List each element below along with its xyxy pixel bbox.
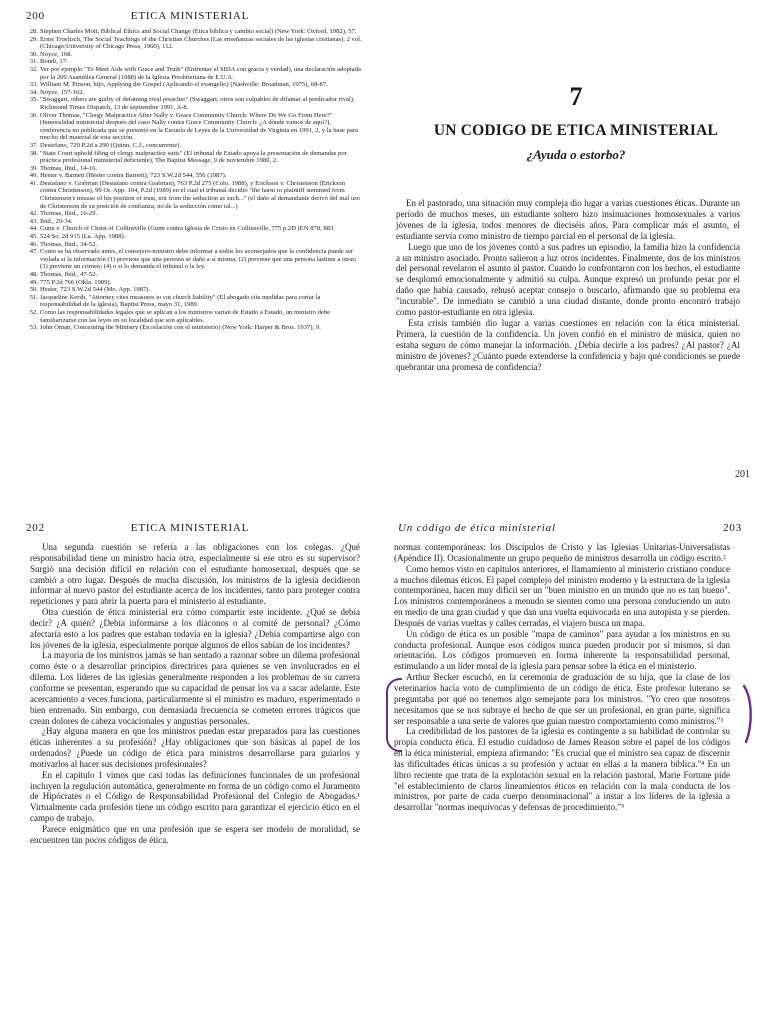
running-head: Un código de ética ministerial — [398, 522, 556, 534]
endnote-number: 37. — [29, 141, 38, 149]
endnote-text: Como se ha observado antes, el consejero-ministro debe informar a todos los aconsejados que la confidencia puede ser violada si la información (1) previene que una persona se dañe a sí misma; (2) previene que una persona lastime a otras; (3) previene un crimen; (4) o si lo demanda el tribunal o la ley. — [40, 248, 357, 271]
endnote-number: 33. — [29, 81, 38, 89]
endnote-number: 47. — [29, 248, 38, 256]
endnote-text: Noyce, 168. — [40, 50, 73, 58]
paragraph: Como hemos visto en capítulos anteriores, el llamamiento al ministerio cristiano conduce a muchos dilemas éticos. El papel complejo del ministro moderno y la estructura de la iglesia contemporánea, hacen muy difícil ser un "buen ministro en un mundo que no es tan bueno". Los ministros contemporáneos a menudo se sienten como una persona conduciendo un auto en medio de una gran ciudad y que dan una vuelta equivocada en una autopista y se pierden. Después de varias vueltas y calles cerradas, el viajero busca un mapa. — [394, 563, 730, 628]
paragraph: La credibilidad de los pastores de la iglesia es contingente a su habilidad de controlar su propia conducta ética. El estudio cuidadoso de James Reason sobre el papel de los códigos en la ética ministerial, empieza afirmando: "Es crucial que el ministro sea capaz de discernir las dificultades éticas únicas a su profesión y actuar en ellas a la manera bíblica."⁴ En un libro reciente que trata de la explotación sexual en la relación pastoral, Marie Fortune pide "el establecimiento de claros lineamientos éticos en relación con la mala conducta de los ministros, por parte de cada cuerpo denominacional" a instar a los líderes de la iglesia a desarrollar "normas inequívocas y defensas de procedimiento."⁵ — [394, 726, 730, 813]
endnote-text: Gunn v. Church of Christ of Collinsville (Gunn contra Iglesia de Cristo en Collinsville, 775 p.2D (EN 878, 883. — [40, 225, 335, 233]
endnote-number: 29. — [29, 35, 38, 43]
endnote — [26, 81, 362, 89]
endnote-text: Bondi, 17. — [40, 58, 68, 66]
endnote — [26, 112, 362, 142]
endnote-number: 45. — [29, 233, 38, 241]
endnote — [26, 142, 362, 150]
chapter-subtitle: ¿Ayuda o estorbo? — [526, 147, 626, 162]
body-text — [30, 542, 360, 846]
paragraph: Luego que uno de los jóvenes contó a sus padres un episodio, la familia hizo la confidencia a un ministro asociado. Pronto salieron a luz otros incidentes. Finalmente, dos de los ministros del personal revelaron el asunto al pastor. Cuando lo confrontaron con los hechos, el estudiante se desplomó emocionalmente y admitió su culpa. Aunque expresó un profundo pesar por el daño que había causado, rehusó aceptar consejo o buscarlo, afirmando que su problema era "incurable". De inmediato se cambió a una ciudad distante, donde pronto encontró trabajo como pastor-estudiante en otra iglesia. — [396, 241, 740, 318]
endnote-number: 36. — [29, 111, 38, 119]
endnote — [26, 66, 362, 81]
endnote-number: 31. — [29, 58, 38, 66]
endnote-text: "State Court uphold filing of clergy malpractice suits" (El tribunal de Estado apoya la presentación de demandas por práctica profesional ministerial deficiente), The Baptist Message, 9 de noviembre 1980, 2. — [40, 149, 347, 165]
endnote-number: 52. — [29, 308, 38, 316]
endnote-text: Ernst Troeltsch, The Social Teachings of the Christian Churches (Las enseñanzas sociales de las iglesias cristianas), 2 vol. (Chicago:University of Chicago Press, 1960), 112. — [40, 35, 362, 51]
paragraph: En el pastorado, una situación muy compleja dio lugar a varias cuestiones éticas. Durante un período de muchos meses, un estudiante soltero hizo insinuaciones homosexuales a varios jóvenes de la iglesia, todos menores de dieciséis años. Para complicar más el asunto, el estudiante servía como ministro de tiempo parcial en el personal de la iglesia. — [396, 198, 740, 241]
page-203 — [384, 512, 768, 1024]
paragraph: Esta crisis también dio lugar a varias cuestiones en relación con la ética ministerial. Primera, la cuestión de la confidencia. Un joven confió en el ministro de música, quien no estaba seguro de cómo manejar la información. ¿Debía decirle a los padres? ¿Al pastor? ¿Al ministro de jóvenes? ¿Cuánto puede extenderse la confidencia y bajo qué condiciones se puede quebrantar una promesa de confidencia? — [396, 317, 740, 372]
endnote — [26, 58, 362, 66]
page-header — [398, 522, 742, 536]
paragraph: Otra cuestión de ética ministerial era cómo compartir este incidente. ¿Qué se debía decir? ¿A quién? ¿Debía informarse a los diáconos o al comité de personal? ¿Cómo afectaría esto a los padres que estaban todavía en la iglesia? ¿Debía compartirse algo con los jóvenes de la iglesia, especialmente porque algunos de ellos sabían de los incidentes? — [30, 607, 360, 650]
page-header — [26, 10, 354, 24]
endnote-text: Thomas, Ibid., 16-29. — [40, 210, 98, 218]
endnote — [26, 294, 362, 309]
endnote-number: 34. — [29, 88, 38, 96]
endnote-text: Como las responsabilidades legales que se aplican a los ministros varían de Estado a Estado, un ministro debe familiarizarse con las leyes en su localidad que son aplicables. — [40, 308, 331, 324]
page-201 — [384, 0, 768, 512]
endnote-number: 50. — [29, 286, 38, 294]
endnote-number: 42. — [29, 210, 38, 218]
endnote — [26, 51, 362, 59]
endnote-number: 48. — [29, 271, 38, 278]
endnote-text: Destafano v. Grabrian (Destafano contra Grabrian), 763 P.2d 275 (Colo. 1988), y Erickson v. Christenson (Erickson contra Christenson), 99 Or. App. 104, P.2d (1989) en el cual el tribunal decidió "the harm to plaintiff stemmed from Christenson's misuse of his position of trust, not from the seduction as such..." (el daño al demandante derivó del mal uso de Christenson de su posición de confianza, no de la seducción como tal...) — [40, 179, 360, 210]
paragraph: ¿Hay alguna manera en que los ministros puedan estar preparados para las cuestiones éticas inherentes a su profesión? ¿Hay obligaciones que son básicas al papel de los ordenados? ¿Puede un código de ética para ministros desarrollarse para guiarlos y motivarlos al hacer sus decisiones profesionales? — [30, 726, 360, 769]
paragraph: Arthur Becker escuchó, en la ceremonia de graduación de su hija, que la clase de los veterinarios hacía voto de cumplimiento de un código de ética. Este profesor luterano se preguntaba por qué no tenemos algo semejante para los ministros. "Yo creo que nosotros necesitamos que se nos subraye el hecho de que ser un profesional, en gran parte, significa ser responsable a una serie de valores que guían nuestro comportamiento como ministros."³ — [394, 672, 730, 726]
handwritten-margin-mark — [740, 684, 756, 744]
endnote — [26, 210, 362, 218]
endnote-number: 35. — [29, 96, 38, 104]
endnote-text: Destefano, 729 P.2d a 290 (Quinn, C.J., concurrente). — [40, 141, 182, 149]
body-text — [396, 198, 740, 373]
endnote-number: 53. — [29, 324, 38, 332]
chapter-title: UN CODIGO DE ETICA MINISTERIAL — [433, 122, 719, 139]
chapter-number: 7 — [569, 82, 583, 111]
body-text — [394, 542, 730, 813]
endnote-number: 44. — [29, 225, 38, 233]
endnote-number: 40. — [29, 172, 38, 180]
page-number: 203 — [723, 522, 742, 534]
endnote — [26, 36, 362, 51]
endnote-text: Ibid., 29-34. — [40, 217, 73, 225]
endnote — [26, 172, 362, 180]
endnotes-list — [26, 28, 362, 332]
endnote-text: Thomas, Ibid., 47-52. — [40, 271, 98, 278]
endnote — [26, 225, 362, 233]
endnote — [26, 233, 362, 241]
endnote-number: 51. — [29, 293, 38, 301]
endnote-number: 38. — [29, 149, 38, 157]
endnote-number: 32. — [29, 65, 38, 73]
endnote-text: Jacqueline Kersh, "Attorney cites measures to cut church liability" (El abogado cita medidas para cortar la responsabilidad de la iglesia), Baptist Press, mayo 31, 1989. — [40, 293, 321, 309]
endnote — [26, 165, 362, 173]
page-200 — [0, 0, 384, 512]
endnote-number: 39. — [29, 164, 38, 172]
endnote — [26, 241, 362, 249]
endnote-text: 775 P.2d 766 (Okla. 1989). — [40, 278, 112, 286]
endnote — [26, 180, 362, 210]
paragraph: Un código de ética es un posible "mapa de caminos" para ayudar a los ministros en su conducta profesional. Aunque esos códigos nunca pueden producir por sí mismos, sí dan orientación. Los códigos promueven en forma inherente la responsabilidad personal, estimulando a un líder moral de la iglesia para pensar sobre la ética en el ministerio. — [394, 628, 730, 672]
endnote — [26, 271, 362, 279]
page-202 — [0, 512, 384, 1024]
endnote-text: Thomas, Ibid., 14-16. — [40, 164, 98, 172]
endnote-text: Noyce, 157-162. — [40, 88, 85, 96]
endnote-number: 28. — [29, 28, 38, 35]
endnote-text: Hester, 723 S.W.2d 544 (Mo. App. 1987). — [40, 286, 151, 294]
endnote — [26, 218, 362, 226]
endnote-number: 30. — [29, 50, 38, 58]
endnote-text: William M. Pinson, hijo, Applying the Gospel (Aplicando el evangelio) (Nashville: Broadman, 1975), 68-87. — [40, 81, 328, 89]
endnote-number: 49. — [29, 278, 38, 286]
endnote — [26, 248, 362, 271]
endnote — [26, 286, 362, 294]
paragraph: Parece enigmático que en una profesión que se espera ser modelo de moralidad, se encuentren tan pocos códigos de ética. — [30, 823, 360, 845]
endnote-text: 524 So. 2d 915 (La. App. 1988). — [40, 233, 126, 241]
endnote-text: John Oman, Concerning the Ministry (En relación con el ministerio) (New York: Harper & Bros. 1937), 9. — [40, 324, 321, 332]
endnote-text: Hester v. Barnett (Hester contra Barnett), 723 S.W.2d 544, 556 (1987). — [40, 172, 227, 180]
running-head: ETICA MINISTERIAL — [130, 522, 250, 534]
endnote-text: Oliver Thomas, "Clergy Malpractice After Nally v. Grace Community Church: Where Do We Go From Here?" (Inmoralidad ministerial después del caso Nally contra Grace Community Church: ¿A dónde vamos de aquí?), conferencia no publicada que se presentó en la Escuela de Leyes de la Universidad de Virginia en 1991, 2, y la base para mucho del material de esta sección. — [40, 111, 358, 142]
endnote — [26, 279, 362, 287]
endnote-number: 46. — [29, 240, 38, 248]
endnote-text: Ver por ejemplo "To Meet Aids with Grace and Truth" (Enfrentar el SIDA con gracia y verdad), una declaración adoptada por la 200 Asamblea General (1988) de la Iglesia Presbiteriana de E.U.A. — [40, 65, 361, 81]
endnote — [26, 309, 362, 324]
endnote-number: 43. — [29, 217, 38, 225]
endnote — [26, 28, 362, 36]
running-head: ETICA MINISTERIAL — [130, 10, 250, 22]
paragraph: La mayoría de los ministros jamás se han sentado a razonar sobre un dilema profesional como éste o a desarrollar principios directrices para quienes se ven involucrados en el dilema. Los líderes de las iglesias generalmente responden a los problemas de su carrera conforme se presentan, esperando que su capacidad de pensar los va a sacar adelante. Este acercamiento a veces funciona, particularmente si el ministro es maduro, experimentado o bien entrenado. Sin embargo, con demasiada frecuencia se cometen errores trágicos que crean dolores de cabeza vocacionales y angustias personales. — [30, 650, 360, 726]
page-header — [26, 522, 354, 536]
endnote-text: Stephen Charles Mott, Biblical Ethics and Social Change (Ética bíblica y cambio social) (New York: Oxford, 1982), 57. — [40, 28, 357, 35]
endnote-text: Thomas, Ibid., 34-52. — [40, 240, 98, 248]
handwritten-bracket-mark — [386, 678, 402, 752]
paragraph: Una segunda cuestión se refería a las obligaciones con los colegas. ¿Qué responsabilidad tiene un ministro hacia otro, especialmente si ese otro es su supervisor? Surgió una decisión difícil en relación con el estudiante homosexual, después que se cambió a otro lugar. Después de mucha discusión, los ministros de la iglesia decidieron informar al nuevo pastor del estudiante acerca de los incidentes, tanto para proteger contra repeticiones y para abrir la puerta para el ministerio al estudiante. — [30, 542, 360, 607]
paragraph: normas contemporáneas: los Discípulos de Cristo y las Iglesias Unitarias-Universalistas (Apéndice II). Ocasionalmente un grupo pequeño de ministros desarrolla un código escrito.² — [394, 542, 730, 563]
endnote — [26, 89, 362, 97]
endnote-text: "Swaggart, others are guilty of defaming rival preacher" (Swaggart, otros son culpables de difamar al predicador rival), Richmond Times Dispatch, 13 de septiembre 1991, A-8. — [40, 96, 355, 111]
endnote — [26, 150, 362, 165]
page-number: 202 — [26, 522, 45, 534]
endnote-number: 41. — [29, 179, 38, 187]
page-number: 201 — [735, 469, 750, 480]
paragraph: En el capítulo 1 vimos que casi todas las definiciones funcionales de un profesional incluyen la regulación automática, generalmente en forma de un código como el Juramento de Hipócrates o el Código de Responsabilidad Profesional del Colegio de Abogados.¹ Virtualmente cada profesión tiene un código escrito para garantizar el ejercicio ético en el campo de trabajo. — [30, 769, 360, 824]
endnote — [26, 324, 362, 332]
endnote — [26, 96, 362, 111]
page-number: 200 — [26, 10, 45, 22]
